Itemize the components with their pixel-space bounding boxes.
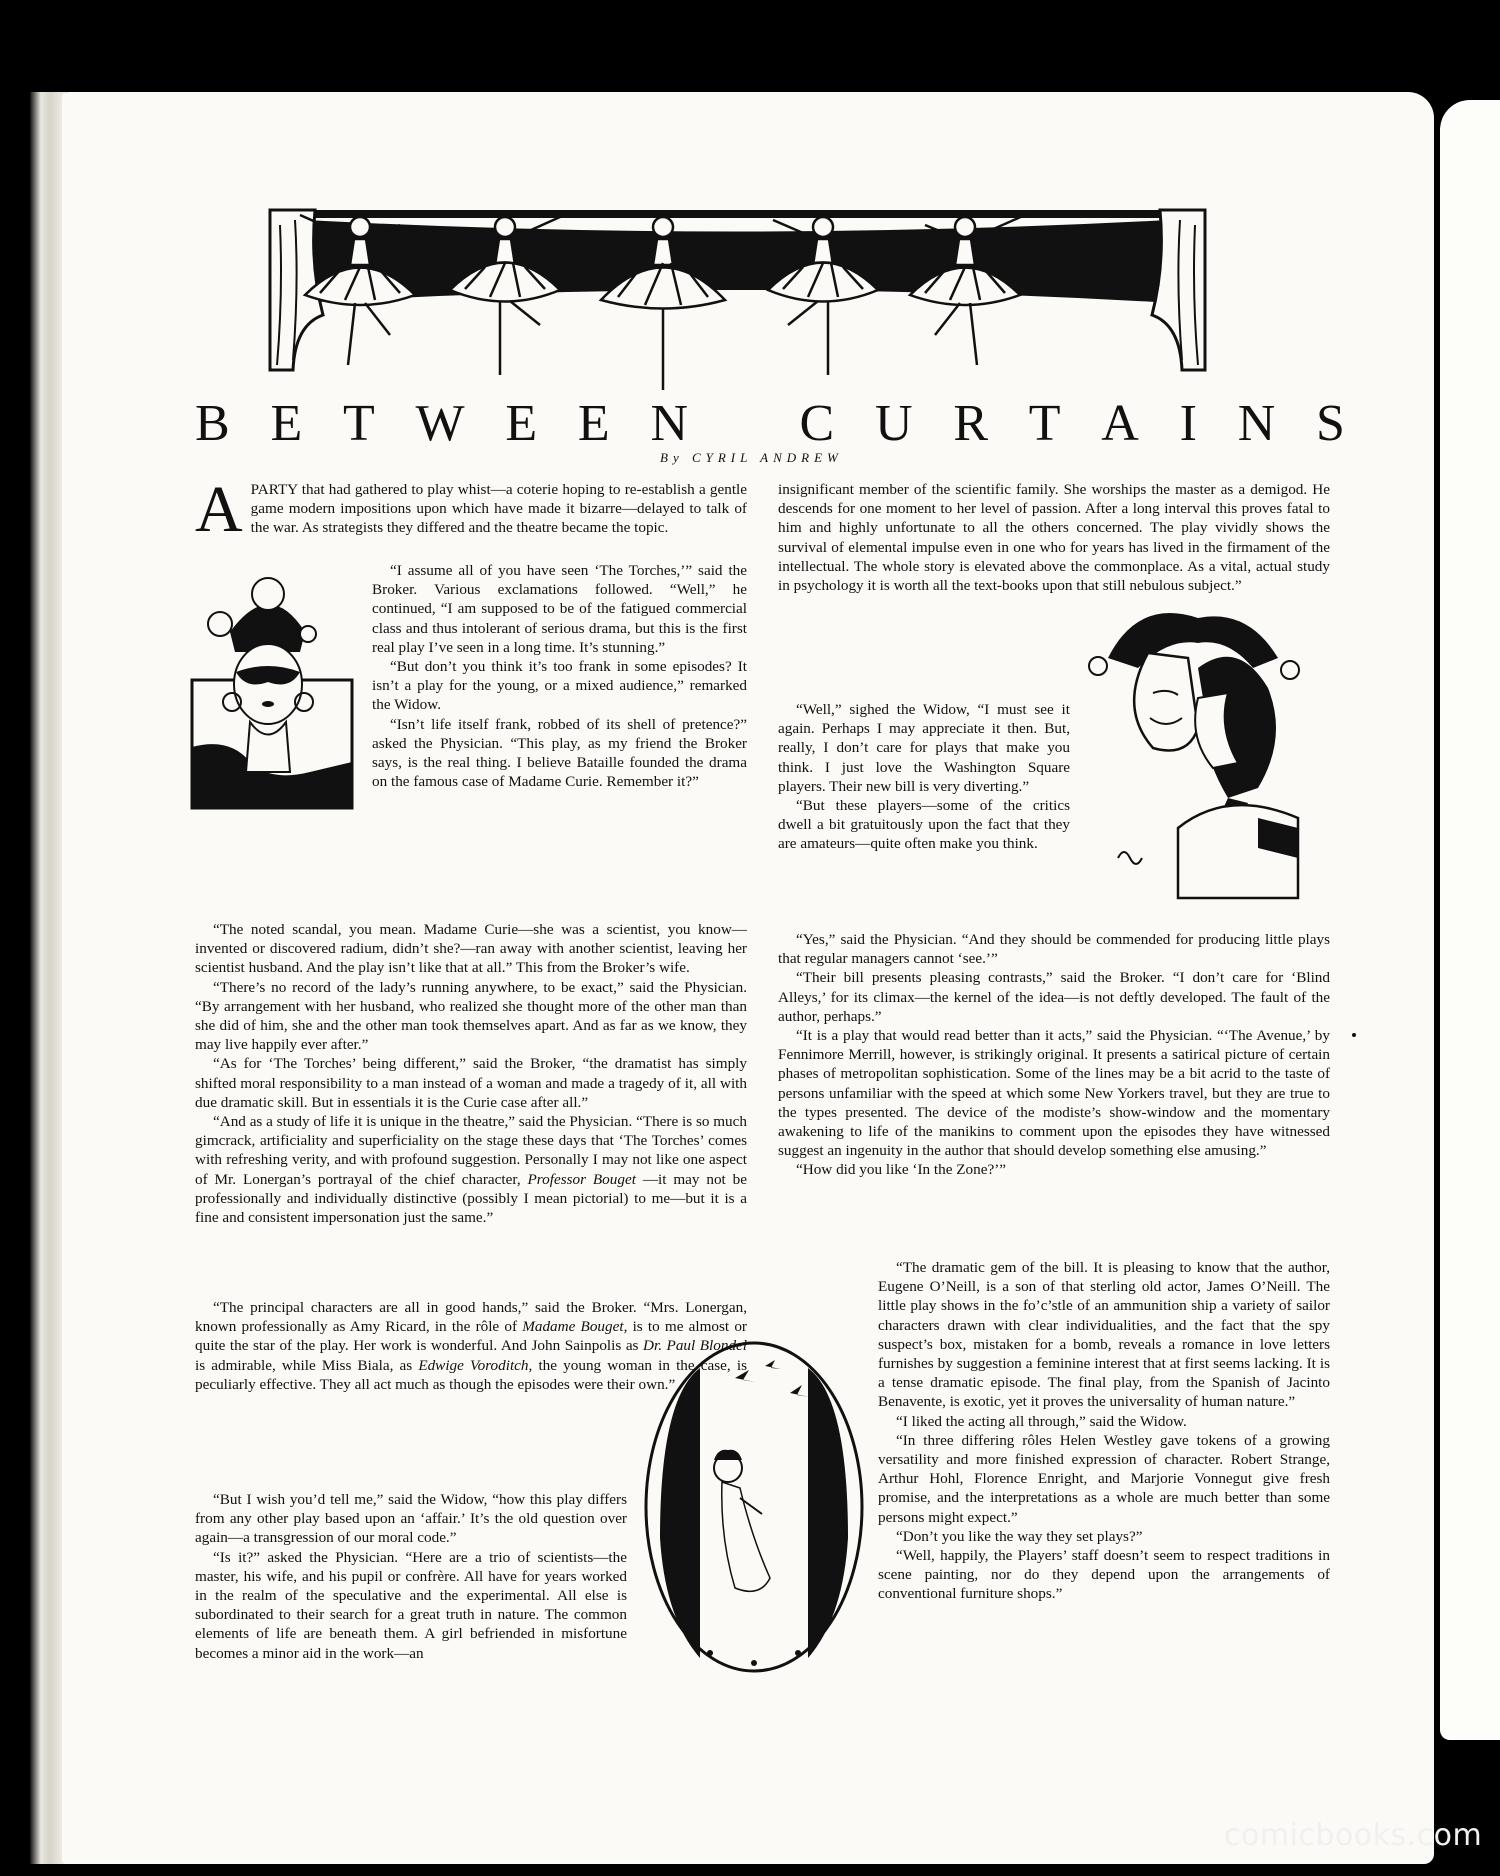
ink-dot — [1352, 1033, 1356, 1037]
paragraph — [195, 1298, 747, 1394]
column-2-beside-jester — [778, 700, 1070, 854]
title-letter: R — [953, 395, 988, 452]
page-binding — [30, 92, 66, 1864]
masked-woman-illustration — [190, 572, 358, 810]
paragraph: “Well, happily, the Players’ staff doesn’t seem to respect traditions in scene painting, nor do they depend upon the arrangements of conventional furniture shops.” — [878, 1547, 1330, 1603]
text-run: the young woman in the case, is peculiarly effective. They all act much as though the episodes were their own.” — [195, 1356, 747, 1393]
title-letter: E — [577, 395, 610, 452]
character-name: Edwige Voroditch, — [418, 1356, 533, 1374]
character-name: Dr. Paul Blondel — [643, 1337, 747, 1355]
jester-and-lady-illustration — [1078, 598, 1310, 916]
text-run: “And as a study of life it is unique in the theatre,” said the Physician. “There is so much gimcrack, artificiality and superficiality on the stage these days that ‘The Torches’ comes with refreshing verity, and with profound suggestion. Personally I may not like one aspect of Mr. Lonergan’s portrayal of the chief character, — [195, 1113, 747, 1188]
character-name: Professor Bouget — [527, 1170, 636, 1188]
title-letter: T — [342, 395, 375, 452]
title-letter: C — [799, 395, 835, 452]
column-2-main — [778, 930, 1330, 1180]
column-2-lower — [878, 1258, 1330, 1604]
title-letter: S — [1316, 395, 1345, 452]
paragraph: “But these players—some of the critics dwell a bit gratuitously upon the fact that they are amateurs—quite often make you think. — [778, 797, 1070, 853]
text-run: is admirable, while Miss Biala, as — [195, 1356, 419, 1374]
paragraph: “There’s no record of the lady’s running anywhere, to be exact,” said the Physician. “By arrangement with her husband, who realized she thought more of the other man than she did of him, she and the other man took themselves apart. And as far as we know, they may live happily ever after.” — [195, 978, 747, 1054]
paragraph: “How did you like ‘In the Zone?’” — [796, 1161, 1007, 1179]
paragraph: “But don’t you think it’s too frank in some episodes? It isn’t a play for the young, or a mixed audience,” remarked the Widow. — [372, 658, 747, 714]
character-name: Madame Bouget, — [522, 1318, 628, 1336]
site-watermark: comicbooks.com — [1224, 1818, 1483, 1853]
title-letter: B — [195, 395, 230, 452]
column-1-beside-illustration — [372, 561, 747, 791]
next-page-edge — [1440, 100, 1500, 1740]
paragraph: “The noted scandal, you mean. Madame Curie—she was a scientist, you know—invented or discovered radium, didn’t she?—ran away with another scientist, leaving her scientist husband. And the play isn’t like that at all.” This from the Broker’s wife. — [195, 921, 747, 977]
column-1-main — [195, 920, 747, 1227]
paragraph: “The dramatic gem of the bill. It is pleasing to know that the author, Eugene O’Neill, is a son of that sterling old actor, James O’Neill. The little play shows in the fo’c’stle of an ammunition ship a variety of sailor characters drawn with clear individualities, and the fact that the spy suspect’s box, mistaken for a bomb, reveals a romance in love letters furnishes by suggestion a feminine interest that at first seems lacking. It is a tense dramatic episode. The final play, from the Spanish of Jacinto Benavente, is exotic, yet it proves the universality of human nature.” — [878, 1259, 1330, 1411]
paragraph: “Well,” sighed the Widow, “I must see it again. Perhaps I may appreciate it then. But, really, I don’t care for plays that make you think. I just love the Washington Square players. Their new bill is very diverting.” — [778, 701, 1070, 795]
column-1-bottom — [195, 1490, 627, 1663]
title-letter: E — [270, 395, 303, 452]
paragraph: “Yes,” said the Physician. “And they should be commended for producing little plays that regular managers cannot ‘see.’” — [778, 931, 1330, 968]
title-letter: T — [1028, 395, 1061, 452]
paragraph: “I liked the acting all through,” said the Widow. — [896, 1412, 1187, 1430]
text-run: “The principal characters are all in good hands,” said the Broker. “Mrs. Lonergan, known professionally as Amy Ricard, in the rôle of — [195, 1299, 747, 1336]
title-letter: N — [650, 395, 688, 452]
paragraph: “Their bill presents pleasing contrasts,” said the Broker. “I don’t care for ‘Blind Alleys,’ for its climax—the kernel of the idea—is not deftly developed. The fault of the author, perhaps.” — [778, 969, 1330, 1025]
column-1-intro — [195, 473, 747, 546]
paragraph: “In three differing rôles Helen Westley gave tokens of a growing versatility and more finished expression of character. Robert Strange, Arthur Hohl, Florence Enright, and Marjorie Vonnegut give fresh promise, and the interpretations as a whole are much better than some persons might expect.” — [878, 1431, 1330, 1526]
title-letter: N — [1237, 395, 1276, 452]
text-run: —it may not be professionally and individually distinctive (possibly I mean pictorial) to me—but it is a fine and consistent impersonation just the same.” — [195, 1170, 747, 1227]
paragraph: “Don’t you like the way they set plays?” — [896, 1527, 1143, 1545]
byline: By CYRIL ANDREW — [660, 450, 843, 465]
title-letter: E — [505, 395, 538, 452]
column-1-lower — [195, 1298, 747, 1394]
paragraph: “But I wish you’d tell me,” said the Widow, “how this play differs from any other play based upon an ‘affair.’ It’s the old question over again—a transgression of our moral code.” — [195, 1491, 627, 1547]
paragraph: “It is a play that would read better than it acts,” said the Physician. “‘The Avenue,’ by Fennimore Merrill, however, is strikingly original. It presents a satirical picture of certain phases of metropolitan sophistication. Some of the lines may be a bit acrid to the taste of persons unfamiliar with the speed at which some New Yorkers travel, but they are true to the types presented. The device of the modiste’s show-window and the momentary awakening to life of the manikins to comment upon the episodes they have witnessed suggest an ingenuity in the author that should develop something else amusing.” — [778, 1027, 1330, 1160]
paragraph: “As for ‘The Torches’ being different,” said the Broker, “the dramatist has simply shifted moral responsibility to a man instead of a woman and made a tragedy of it, all with due dramatic skill. But in essentials it is the Curie case after all.” — [195, 1055, 747, 1111]
paragraph: “I assume all of you have seen ‘The Torches,’” said the Broker. Various exclamations followed. “Well,” he continued, “I am supposed to be of the fatigued commercial class and thus intolerant of serious drama, but this is the first real play I’ve seen in a long time. It’s stunning.” — [372, 562, 747, 656]
intro-paragraph — [195, 473, 747, 546]
title-letter: I — [1179, 395, 1197, 452]
title-letter: U — [874, 395, 913, 452]
column-2-top — [778, 480, 1330, 595]
paragraph: “Isn’t life itself frank, robbed of its shell of pretence?” asked the Physician. “This play, as my friend the Broker says, is the real thing. I believe Bataille founded the drama on the famous case of Madame Curie. Remember it?” — [372, 715, 747, 791]
paragraph — [195, 1112, 747, 1227]
drop-cap: A — [195, 473, 243, 546]
title-letter: A — [1101, 395, 1139, 452]
title-word-gap — [729, 396, 759, 452]
title-letter: W — [415, 395, 465, 452]
text-run: is to me almost or quite the star of the play. Her work is wonderful. And John Sainpolis as — [195, 1318, 747, 1355]
article-title — [195, 396, 1345, 452]
intro-text: PARTY that had gathered to play whist—a coterie hoping to re-establish a gentle game modern impositions upon which have made it bizarre—delayed to talk of the war. As strategists they differed and the theatre became the topic. — [250, 481, 747, 537]
ballerina-masthead-illustration — [265, 205, 1210, 405]
paragraph: insignificant member of the scientific family. She worships the master as a demigod. He descends for one moment to her level of passion. After a long interval this proves fatal to him and highly unfortunate to all the others concerned. The play vividly shows the survival of elemental impulse even in one who for years has lived in the firmament of the intellectual. The whole story is elevated above the commonplace. As a vital, actual study in psychology it is worth all the text-books upon that still nebulous subject.” — [778, 481, 1330, 595]
paragraph: “Is it?” asked the Physician. “Here are a trio of scientists—the master, his wife, and his pupil or confrère. All have for years worked in the realm of the speculative and the experimental. All else is subordinated to their search for a great truth in nature. The common elements of life are beneath them. A girl befriended in misfortune becomes a minor aid in the work—an — [195, 1548, 627, 1662]
